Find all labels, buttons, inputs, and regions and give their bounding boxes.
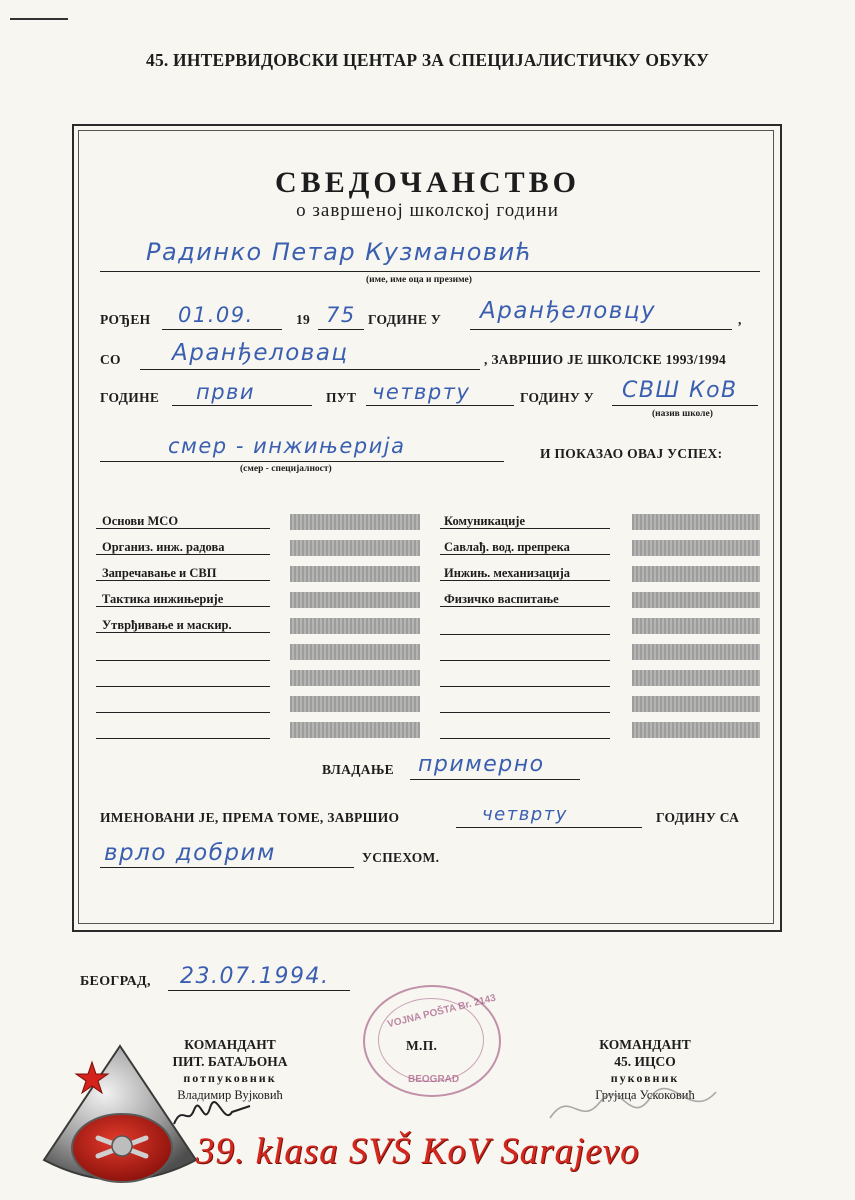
subject-left-1: Основи МСО bbox=[102, 514, 179, 528]
years-label: ГОДИНЕ bbox=[100, 390, 160, 405]
subject-left-line-5 bbox=[96, 632, 270, 633]
grade-redacted bbox=[632, 644, 760, 660]
certificate-subtitle: о завршеној школској години bbox=[296, 200, 559, 221]
co-label: СО bbox=[100, 352, 121, 367]
subject-left-5: Утврђивање и маскир. bbox=[102, 618, 232, 632]
subject-left-line-6 bbox=[96, 660, 270, 661]
grade-value: четврту bbox=[372, 380, 471, 404]
municipality-value: Аранђеловац bbox=[172, 340, 349, 366]
comma: , bbox=[738, 312, 742, 327]
right-signatory-name: Грујица Ускоковић bbox=[595, 1088, 695, 1102]
conclusion-year-value: четврту bbox=[482, 804, 568, 825]
institution-header: 45. ИНТЕРВИДОВСКИ ЦЕНТАР ЗА СПЕЦИЈАЛИСТИЧКУ ОБУКУ bbox=[146, 50, 709, 70]
subject-right-4: Физичко васпитање bbox=[444, 592, 559, 606]
school-underline bbox=[612, 405, 758, 406]
left-signatory-unit: ПИТ. БАТАЉОНА bbox=[172, 1054, 288, 1069]
success-value: врло добрим bbox=[104, 840, 276, 866]
subject-right-line-3 bbox=[440, 580, 610, 581]
grade-redacted bbox=[632, 592, 760, 608]
mp-label: М.П. bbox=[406, 1038, 438, 1053]
year-label: ГОДИНЕ У bbox=[368, 312, 442, 327]
conclusion-year-underline bbox=[456, 827, 642, 828]
stamp-bottom-text: BEOGRAD bbox=[408, 1074, 460, 1085]
birth-place-value: Аранђеловцу bbox=[480, 298, 657, 324]
success-underline bbox=[100, 867, 354, 868]
right-signatory-title: КОМАНДАНТ bbox=[599, 1037, 691, 1052]
birth-date-value: 01.09. bbox=[178, 303, 254, 327]
grade-redacted bbox=[632, 670, 760, 686]
grade-redacted bbox=[632, 722, 760, 738]
subject-right-line-4 bbox=[440, 606, 610, 607]
finished-label: , ЗАВРШИО ЈЕ ШКОЛСКЕ 1993/1994 bbox=[484, 352, 727, 367]
subject-right-line-6 bbox=[440, 660, 610, 661]
grade-redacted bbox=[290, 566, 420, 582]
grade-redacted bbox=[290, 592, 420, 608]
times-label: ПУТ bbox=[326, 390, 357, 405]
city-label: БЕОГРАД, bbox=[80, 974, 151, 989]
subject-left-line-1 bbox=[96, 528, 270, 529]
grade-redacted bbox=[290, 618, 420, 634]
subject-right-3: Инжињ. механизација bbox=[444, 566, 571, 580]
right-signatory-unit: 45. ИЦСО bbox=[614, 1054, 676, 1069]
subject-left-line-4 bbox=[96, 606, 270, 607]
direction-value: смер - инжињерија bbox=[168, 434, 406, 458]
student-name-value: Радинко Петар Кузмановић bbox=[146, 238, 533, 266]
watermark-text: 39. klasa SVŠ KoV Sarajevo bbox=[196, 1131, 640, 1172]
birth-year-underline bbox=[318, 329, 364, 330]
grade-underline bbox=[366, 405, 514, 406]
subject-right-line-5 bbox=[440, 634, 610, 635]
subject-left-line-3 bbox=[96, 580, 270, 581]
grade-redacted bbox=[290, 514, 420, 530]
right-signature-icon bbox=[540, 1078, 730, 1138]
subject-left-line-9 bbox=[96, 738, 270, 739]
subject-right-line-2 bbox=[440, 554, 610, 555]
success-shown-label: И ПОКАЗАО ОВАЈ УСПЕХ: bbox=[540, 446, 723, 461]
times-underline bbox=[172, 405, 312, 406]
conduct-value: примерно bbox=[418, 752, 545, 777]
year-prefix: 19 bbox=[296, 312, 311, 327]
subject-left-line-7 bbox=[96, 686, 270, 687]
subject-left-2: Организ. инж. радова bbox=[102, 540, 225, 554]
success-label: УСПЕХОМ. bbox=[362, 850, 440, 865]
conduct-label: ВЛАДАЊЕ bbox=[322, 762, 394, 777]
subject-right-line-9 bbox=[440, 738, 610, 739]
grade-redacted bbox=[290, 722, 420, 738]
times-value: први bbox=[196, 380, 256, 404]
grade-redacted bbox=[632, 566, 760, 582]
corner-mark bbox=[10, 18, 68, 20]
military-badge-icon bbox=[38, 1042, 203, 1200]
conduct-underline bbox=[410, 779, 580, 780]
born-label: РОЂЕН bbox=[100, 312, 151, 327]
grade-redacted bbox=[632, 540, 760, 556]
school-value: СВШ КоВ bbox=[622, 378, 738, 403]
named-label: ИМЕНОВАНИ ЈЕ, ПРЕМА ТОМЕ, ЗАВРШИО bbox=[100, 810, 400, 825]
name-caption: (име, име оца и презиме) bbox=[366, 275, 472, 285]
issue-date-value: 23.07.1994. bbox=[180, 964, 330, 989]
subject-right-2: Савлађ. вод. препрека bbox=[444, 540, 570, 554]
left-signatory-name: Владимир Вујковић bbox=[177, 1088, 283, 1102]
grade-redacted bbox=[632, 514, 760, 530]
conclusion-year-label: ГОДИНУ СА bbox=[656, 810, 740, 825]
school-caption: (назив школе) bbox=[652, 409, 713, 419]
grade-redacted bbox=[290, 540, 420, 556]
grade-redacted bbox=[290, 696, 420, 712]
birth-year-value: 75 bbox=[326, 303, 356, 327]
direction-underline bbox=[100, 461, 504, 462]
subject-right-line-8 bbox=[440, 712, 610, 713]
grade-redacted bbox=[290, 644, 420, 660]
grade-redacted bbox=[632, 618, 760, 634]
subject-left-3: Запречавање и СВП bbox=[102, 566, 217, 580]
subject-left-line-2 bbox=[96, 554, 270, 555]
grade-redacted bbox=[290, 670, 420, 686]
subject-right-1: Комуникације bbox=[444, 514, 525, 528]
grade-label: ГОДИНУ У bbox=[520, 390, 594, 405]
name-underline bbox=[100, 271, 760, 272]
subject-left-4: Тактика инжињерије bbox=[102, 592, 224, 606]
right-signatory-rank: пуковник bbox=[610, 1071, 680, 1085]
left-signatory-rank: потпуковник bbox=[183, 1071, 277, 1085]
municipality-underline bbox=[140, 369, 480, 370]
issue-date-underline bbox=[168, 990, 350, 991]
subject-right-line-1 bbox=[440, 528, 610, 529]
grade-redacted bbox=[632, 696, 760, 712]
stamp-ring-text: VOJNA POŠTA Br. 2143 bbox=[386, 992, 498, 1031]
direction-caption: (смер - специјалност) bbox=[240, 464, 332, 474]
left-signatory-title: КОМАНДАНТ bbox=[184, 1037, 276, 1052]
certificate-title: СВЕДОЧАНСТВО bbox=[275, 166, 580, 199]
birth-place-underline bbox=[470, 329, 732, 330]
birth-date-underline bbox=[162, 329, 282, 330]
subject-left-line-8 bbox=[96, 712, 270, 713]
subject-right-line-7 bbox=[440, 686, 610, 687]
